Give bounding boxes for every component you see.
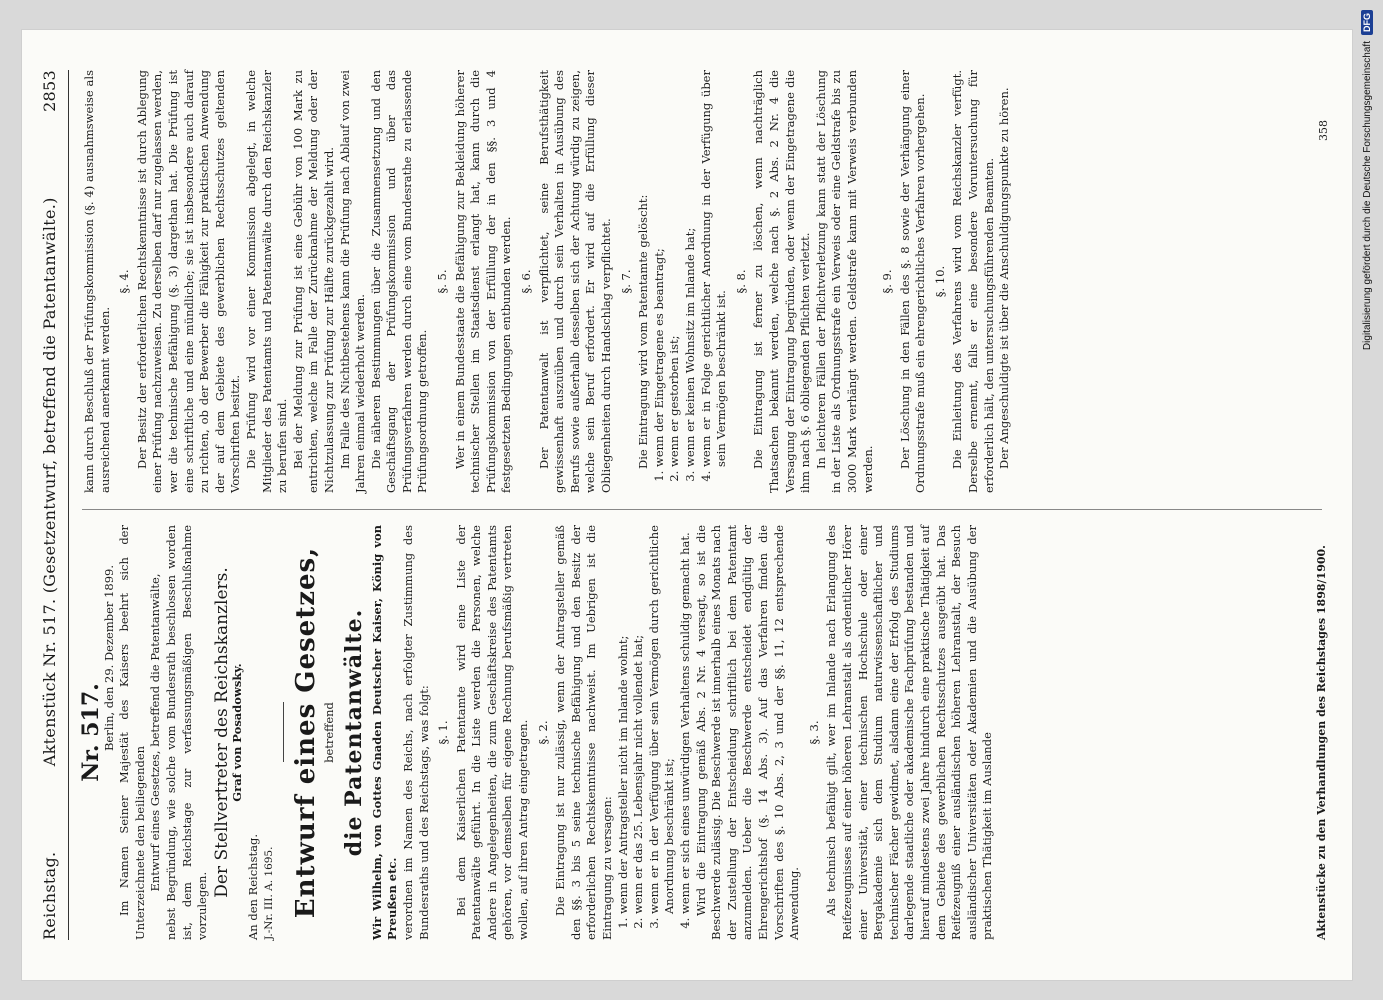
header-middle: Aktenstück Nr. 517. (Gesetzentwurf, betreffend die Patentanwälte.) xyxy=(40,197,60,767)
section-4-text-b: Die Prüfung wird vor einer Kommission abgelegt, in welche Mitglieder des Patentamts und Patentanwälte durch den Reichskanzler zu berufen sind. xyxy=(243,70,290,493)
list-item: 4. wenn er in Folge gerichtlicher Anordnung in der Verfügung über sein Vermögen beschränkt ist. xyxy=(699,70,730,467)
section-2-text: Die Eintragung ist nur zulässig, wenn der Antragsteller gemäß den §§. 3 bis 5 seine technische Befähigung und den Besitz der erforderlichen Rechtskenntnisse nachweist. Im Uebrigen ist die Eintragung zu versagen: xyxy=(553,525,615,940)
document-number: Nr. 517. xyxy=(78,683,104,782)
page-footer: Aktenstücke zu den Verhandlungen des Reichstages 1898/1900. xyxy=(1315,545,1329,940)
bill-title-2: die Patentanwälte. xyxy=(340,608,367,857)
enacting-clause: verordnen im Namen des Reichs, nach erfolgter Zustimmung des Bundesraths und des Reichstags, was folgt: xyxy=(400,525,431,940)
list-item: 3. wenn er in der Verfügung über sein Vermögen durch gerichtliche Anordnung beschränkt ist; xyxy=(647,525,678,914)
list-item: 1. wenn der Eingetragene es beantragt; xyxy=(652,70,668,467)
page-number-bottom: 358 xyxy=(1317,120,1331,141)
section-5-heading: §. 5. xyxy=(435,269,450,294)
dfg-logo: DFG xyxy=(1361,10,1373,35)
list-item: 4. wenn er sich eines unwürdigen Verhaltens schuldig gemacht hat. xyxy=(678,525,694,914)
section-10-heading: §. 10. xyxy=(932,265,947,298)
section-1-text: Bei dem Kaiserlichen Patentamte wird eine Liste der Patentanwälte geführt. In die Liste werden die Personen, welche Andere in Angelegenheiten, die zum Geschäftskreise des Patentamts gehören, vor demselben für eigene Rechnung berufsmäßig vertreten wollen, auf ihren Antrag eingetragen. xyxy=(453,525,531,940)
section-9-text: Der Löschung in den Fällen des §. 8 sowie der Verhängung einer Ordnungsstrafe muß ein ehrengerichtliches Verfahren vorhergehen. xyxy=(897,70,928,493)
section-8-text-b: In leichteren Fällen der Pflichtverletzung kann statt der Löschung in der Liste als Ordnungsstrafe ein Verweis oder eine Geldstrafe bis zu 3000 Mark verhängt werden. Geldstrafe kann mit Verweis verbunden werden. xyxy=(813,70,875,493)
header-page-number: 2853 xyxy=(40,70,60,112)
section-10-text-b: Der Angeschuldigte ist über die Anschuldigungspunkte zu hören. xyxy=(997,87,1012,469)
list-item: 2. wenn er das 25. Lebensjahr nicht vollendet hat; xyxy=(631,525,647,914)
section-4-text-e: Die näheren Bestimmungen über die Zusammensetzung und den Geschäftsgang der Prüfungskommission und über das Prüfungsverfahren werden durch eine vom Bundesrathe zu erlassende Prüfungsordnung getroffen. xyxy=(368,70,430,493)
continuation-text: kann durch Beschluß der Prüfungskommission (§. 4) ausnahmsweise als ausreichend anerkannt werden. xyxy=(82,70,112,493)
list-item: 3. wenn er keinen Wohnsitz im Inlande hat; xyxy=(683,70,699,467)
signer-title: Der Stellvertreter des Reichskanzlers. xyxy=(211,567,232,898)
separator xyxy=(283,703,284,763)
bill-subtitle: betreffend xyxy=(322,702,337,763)
section-7-text: Die Eintragung wird vom Patentamte gelöscht: xyxy=(636,194,651,469)
section-2-text-b: Wird die Eintragung gemäß Abs. 2 Nr. 4 versagt, so ist die Beschwerde zulässig. Die Beschwerde ist innerhalb eines Monats nach der Zustellung der Entscheidung schriftlich bei dem Patentamt anzumelden. Ueber die Beschwerde entscheidet endgültig der Ehrengerichtshof (§. 14 Abs. 3). Auf das Verfahren finden die Vorschriften des §. 10 Abs. 2, 3 und der §§. 11, 12 entsprechende Anwendung. xyxy=(693,525,802,940)
section-4-text-c: Bei der Meldung zur Prüfung ist eine Gebühr von 100 Mark zu entrichten, welche im Falle der Zurücknahme der Meldung oder der Nichtzulassung zur Prüfung zur Hälfte zurückgezahlt wird. xyxy=(290,70,336,493)
section-6-heading: §. 6. xyxy=(519,269,534,294)
rotated-page-content xyxy=(22,30,1352,980)
list-item: 2. wenn er gestorben ist; xyxy=(667,70,683,467)
intro-bill-title: Entwurf eines Gesetzes, betreffend die Patentanwälte, xyxy=(148,573,163,892)
section-7-heading: §. 7. xyxy=(618,269,633,294)
bill-title: Entwurf eines Gesetzes, xyxy=(291,546,322,919)
section-4-text-a: Der Besitz der erforderlichen Rechtskenntnisse ist durch Ablegung einer Prüfung nachzuweisen. Zu derselben darf nur zugelassen werden, wer die technische Befähigung (§. 3) dargethan hat. Die Prüfung ist eine schriftliche und eine mündliche; sie ist insbesondere auch darauf zu richten, ob der Bewerber die Fähigkeit zur praktischen Anwendung der auf dem Gebiete des gewerblichen Rechtsschutzes geltenden Vorschriften besitzt. xyxy=(134,70,243,493)
section-8-heading: §. 8. xyxy=(733,269,748,294)
running-header xyxy=(32,70,69,940)
reference-number: J.-Nr. III. A. 1695. xyxy=(262,846,275,940)
column-divider xyxy=(82,509,1322,510)
document-date: Berlin, den 29. Dezember 1899. xyxy=(101,565,116,752)
intro-text: Im Namen Seiner Majestät des Kaisers beehrt sich der Unterzeichnete den beiliegenden xyxy=(117,525,147,940)
list-item: 1. wenn der Antragsteller nicht im Inlande wohnt; xyxy=(616,525,632,914)
section-6-text: Der Patentanwalt ist verpflichtet, seine Berufsthätigkeit gewissenhaft auszuüben und durch sein Verhalten in Ausübung des Berufs sowie außerhalb desselben sich der Achtung würdig zu zeigen, welche sein Beruf erfordert. Er wird auf die Erfüllung dieser Obliegenheiten durch Handschlag verpflichtet. xyxy=(536,70,613,493)
section-7-list xyxy=(652,70,730,493)
scanned-page xyxy=(22,30,1352,980)
addressee: An den Reichstag. xyxy=(245,834,260,940)
intro-text-2: nebst Begründung, wie solche vom Bundesrath beschlossen worden ist, dem Reichstage zur verfassungsmäßigen Beschlußnahme vorzulegen. xyxy=(163,525,210,940)
section-10-text-a: Die Einleitung des Verfahrens wird vom Reichskanzler verfügt. Derselbe ernennt, falls er eine besondere Voruntersuchung für erforderlich hält, den untersuchungsführenden Beamten. xyxy=(950,70,996,493)
section-2-heading: §. 2. xyxy=(535,720,550,745)
section-3-heading: §. 3. xyxy=(806,720,821,745)
section-9-heading: §. 9. xyxy=(880,269,895,294)
section-3-text: Als technisch befähigt gilt, wer im Inlande nach Erlangung des Reifezeugnisses auf einer höheren Lehranstalt als ordentlicher Hörer einer Universität, einer technischen Hochschule oder einer Bergakademie sich dem Studium naturwissenschaftlicher und technischer Fächer gewidmet, alsdann eine der Erfolg des Studiums darlegende staatliche oder akademische Fachprüfung bestanden und hierauf mindestens zwei Jahre hindurch eine praktische Thätigkeit auf dem Gebiete des gewerblichen Rechtsschutzes ausgeübt hat. Das Reifezeugniß einer ausländischen höheren Lehranstalt, der Besuch ausländischer Universitäten oder Akademien und die Ausübung der praktischen Thätigkeit im Auslande xyxy=(824,525,995,940)
enacting-formula: Wir Wilhelm, von Gottes Gnaden Deutscher Kaiser, König von Preußen etc. xyxy=(369,525,400,940)
signer-name: Graf von Posadowsky. xyxy=(230,663,245,802)
sidebar-credit-text: Digitalisierung gefördert durch die Deutsche Forschungsgemeinschaft xyxy=(1361,41,1373,351)
section-4-heading: §. 4. xyxy=(117,269,132,294)
section-5-text: Wer in einem Bundesstaate die Befähigung zur Bekleidung höherer technischer Stellen im Staatsdienst erlangt hat, kann durch die Prüfungskommission von der Erfüllung der in den §§. 3 und 4 festgesetzten Bedingungen entbunden werden. xyxy=(452,70,514,493)
section-2-list xyxy=(616,525,694,940)
section-8-text-a: Die Eintragung ist ferner zu löschen, wenn nachträglich Thatsachen bekannt werden, welche nach §. 2 Abs. 2 Nr. 4 die Versagung der Eintragung begründen, oder wenn der Eingetragene die ihm nach §. 6 obliegenden Pflichten verletzt. xyxy=(751,70,813,493)
digitization-sidebar xyxy=(1355,10,1375,990)
right-column xyxy=(82,70,1332,493)
left-column xyxy=(78,525,1332,940)
section-4-text-d: Im Falle des Nichtbestehens kann die Prüfung nach Ablauf von zwei Jahren einmal wiederholt werden. xyxy=(337,70,368,493)
section-1-heading: §. 1. xyxy=(436,720,451,745)
sidebar-text-row xyxy=(1357,10,1377,990)
header-left: Reichstag. xyxy=(40,851,60,940)
